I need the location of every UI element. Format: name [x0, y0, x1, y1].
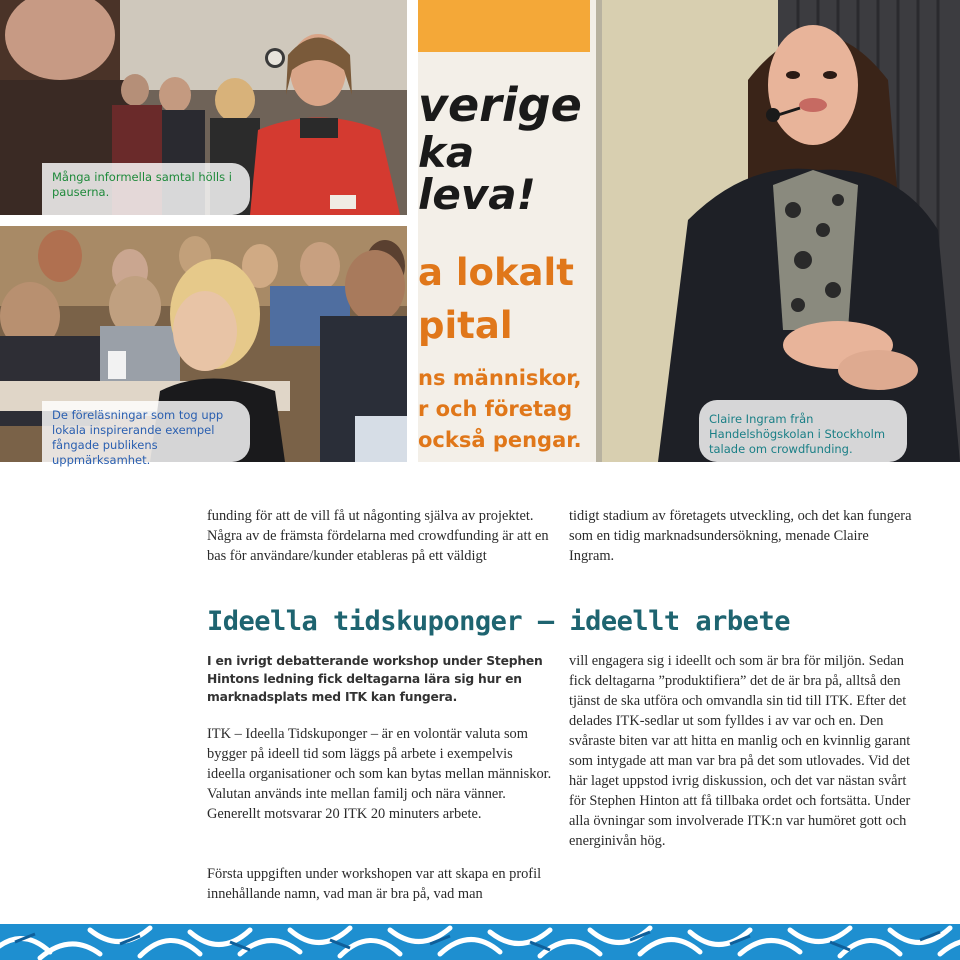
caption-photo-lecture — [42, 401, 250, 467]
article-paragraph-2: Första uppgiften under workshopen var att skapa en profil innehållande namn, vad man är bra på, vad man — [207, 866, 542, 902]
banner-line: a lokalt — [418, 251, 574, 294]
banner-line: ka leva! — [418, 128, 536, 219]
caption-photo-break — [42, 163, 250, 215]
caption-photo-speaker — [699, 400, 907, 462]
article-paragraph-1: ITK – Ideella Tidskuponger – är en volontär valuta som bygger på ideell tid som läggs på arbete i exempelvis ideella organisationer och som kan bytas mellan människor. Valutan används inte mellan familj och nära vänner. Generellt motsvarar 20 ITK 20 minuters arbete. — [207, 726, 552, 822]
article-right-column: vill engagera sig i ideellt och som är bra för miljön. Sedan fick deltagarna ”produktifiera” det de är bra på, alltså den tjänst de ska utföra och omvandla sin tid till ITK. Efter det delades ITK-sedlar ut som fylldes i av var och en. Den svåraste biten var att hitta en manlig och en kvinnlig garant som intygade att man var bra på det som utlovades. Vid det här laget uppstod ivrig diskussion, och det var nästan svårt för Stephen Hinton att få tillbaka ordet och fortsätta. Under alla övningar som involverade ITK:n var humöret gott och energinivån hög. — [569, 653, 911, 849]
top-column-right: tidigt stadium av företagets utveckling, och det kan fungera som en tidig marknadsundersökning, menade Claire Ingram. — [569, 508, 912, 564]
decorative-pattern — [0, 924, 960, 960]
banner-line: pital — [418, 304, 513, 347]
photo-speaker — [418, 0, 960, 462]
banner-line: verige — [418, 78, 582, 132]
banner-line: r och företag — [418, 397, 573, 421]
banner-line: ns människor, — [418, 366, 582, 390]
article-ingress: I en ivrigt debatterande workshop under Stephen Hintons ledning fick deltagarna lära sig hur en marknadsplats med ITK kan fungera. — [207, 654, 543, 704]
article-heading: Ideella tidskuponger – ideellt arbete — [207, 606, 790, 637]
banner-text — [418, 78, 596, 452]
banner-line: också pengar. — [418, 428, 582, 452]
caption-text: Claire Ingram från Handelshögskolan i Stockholm talade om crowdfunding. — [709, 412, 886, 456]
caption-text: De föreläsningar som tog upp lokala inspirerande exempel fångade publikens uppmärksamhet. — [52, 408, 224, 467]
top-column-left: funding för att de vill få ut någonting själva av projektet. Några av de främsta fördelarna med crowdfunding är att en bas för användare/kunder etableras på ett väldigt — [207, 508, 549, 564]
caption-text: Många informella samtal hölls i pauserna. — [52, 170, 232, 199]
